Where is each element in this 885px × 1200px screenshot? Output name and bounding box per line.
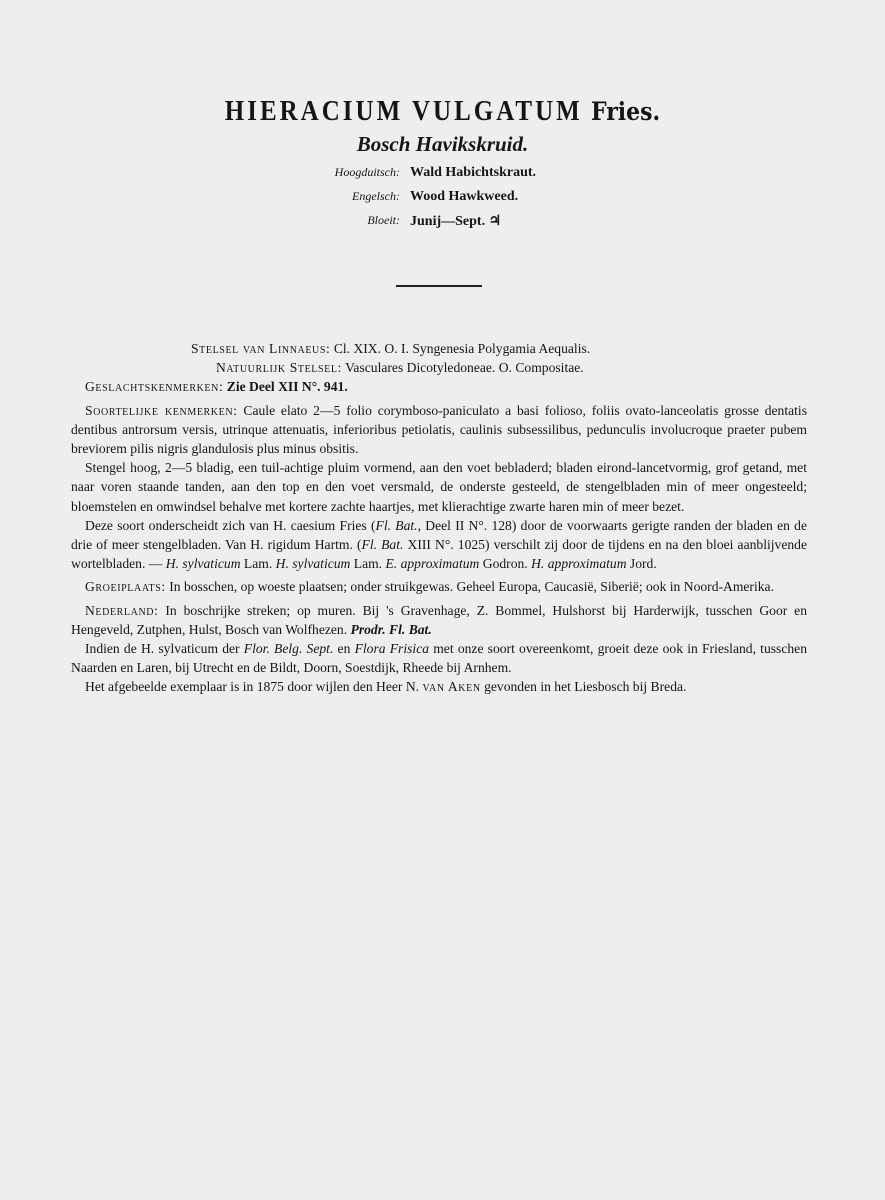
soort-paragraph (71, 401, 807, 459)
meta-label: Hoogduitsch: (334, 165, 400, 179)
title-author: Fries. (590, 97, 661, 127)
groeiplaats-paragraph (71, 577, 807, 596)
section-label: Natuurlijk Stelsel: (216, 360, 342, 376)
natuurlijk-line (71, 358, 807, 377)
section-value: Zie Deel XII N°. 941. (226, 379, 348, 395)
section-value: Caule elato 2—5 folio corymboso-paniculato a basi folioso, foliis ovato-lanceolatis grosse dentatis dentibus antrorsum versis, utrinque attenuatis, inferioribus petiolatis, caulinis subsessilibus, pedunculis involucroque praeter pubem breviorem pilis nigris glandulosis plus minus obsitis. (71, 402, 808, 457)
afgebeelde-paragraph: Het afgebeelde exemplaar is in 1875 door wijlen den Heer N. van Aken gevonden in het Liesbosch bij Breda. (85, 679, 687, 695)
page-title (0, 96, 885, 128)
meta-label: Bloeit: (367, 213, 400, 227)
indien-paragraph: Indien de H. sylvaticum der Flor. Belg. Sept. en Flora Frisica met onze soort overeenkomt, groeit deze ook in Friesland, tusschen Naarden en Laren, bij Utrecht en de Bildt, Doorn, Soestdijk, Rheede bij Arnhem. (71, 641, 807, 676)
deze-paragraph: Deze soort onderscheidt zich van H. caesium Fries (Fl. Bat., Deel II N°. 128) door de voorwaarts gerigte randen der bladen en de drie of meer stengelbladen. Van H. rigidum Hartm. (Fl. Bat. XIII N°. 1025) verschilt zij door de tijdens en na den bloei aanblijvende wortelbladen. — H. sylvaticum Lam. H. sylvaticum Lam. E. approximatum Godron. H. approximatum Jord. (71, 517, 808, 572)
section-label: Soortelijke kenmerken: (85, 402, 238, 418)
meta-value: Wood Hawkweed. (410, 189, 519, 204)
nederland-paragraph (71, 601, 807, 639)
section-value: Vasculares Dicotyledoneae. O. Compositae. (345, 360, 584, 376)
meta-label: Engelsch: (352, 189, 400, 203)
divider-rule (396, 285, 482, 287)
section-label: Groeiplaats: (85, 579, 166, 595)
description-body (71, 339, 807, 697)
common-name: Bosch Havikskruid. (356, 132, 529, 156)
section-value: Cl. XIX. O. I. Syngenesia Polygamia Aequalis. (333, 341, 591, 356)
title-genus: HIERACIUM VULGATUM (224, 95, 583, 127)
linnaeus-line (71, 339, 807, 358)
section-label: Stelsel van Linnaeus: (191, 341, 331, 356)
section-value: In boschrijke streken; op muren. Bij 's Gravenhage, Z. Bommel, Hulshorst bij Harderwijk, tusschen Goor en Hengeveld, Zutphen, Hulst, Bosch van Wolfhezen. (71, 602, 808, 637)
section-label: Nederland: (85, 602, 159, 618)
meta-value: Junij—Sept. ♃ (410, 214, 502, 229)
meta-value: Wald Habichtskraut. (410, 165, 537, 180)
section-value: In bosschen, op woeste plaatsen; onder struikgewas. Geheel Europa, Caucasië, Siberië; ook in Noord-Amerika. (169, 579, 774, 595)
geslacht-line (71, 377, 807, 396)
section-label: Geslachtskenmerken: (85, 379, 224, 395)
stengel-paragraph: Stengel hoog, 2—5 bladig, een tuil-achtige pluim vormend, aan den voet bebladerd; bladen eirond-lancetvormig, grof getand, met naar voren staande tanden, aan den top en den voet versmald, de onderste gesteeld, de stengelbladen min of meer ongesteeld; bloemstelen en omwindsel behalve met kortere zachte haartjes, met klierachtige zwarte haren min of meer bezet. (71, 460, 807, 514)
reference: Prodr. Fl. Bat. (350, 621, 432, 637)
